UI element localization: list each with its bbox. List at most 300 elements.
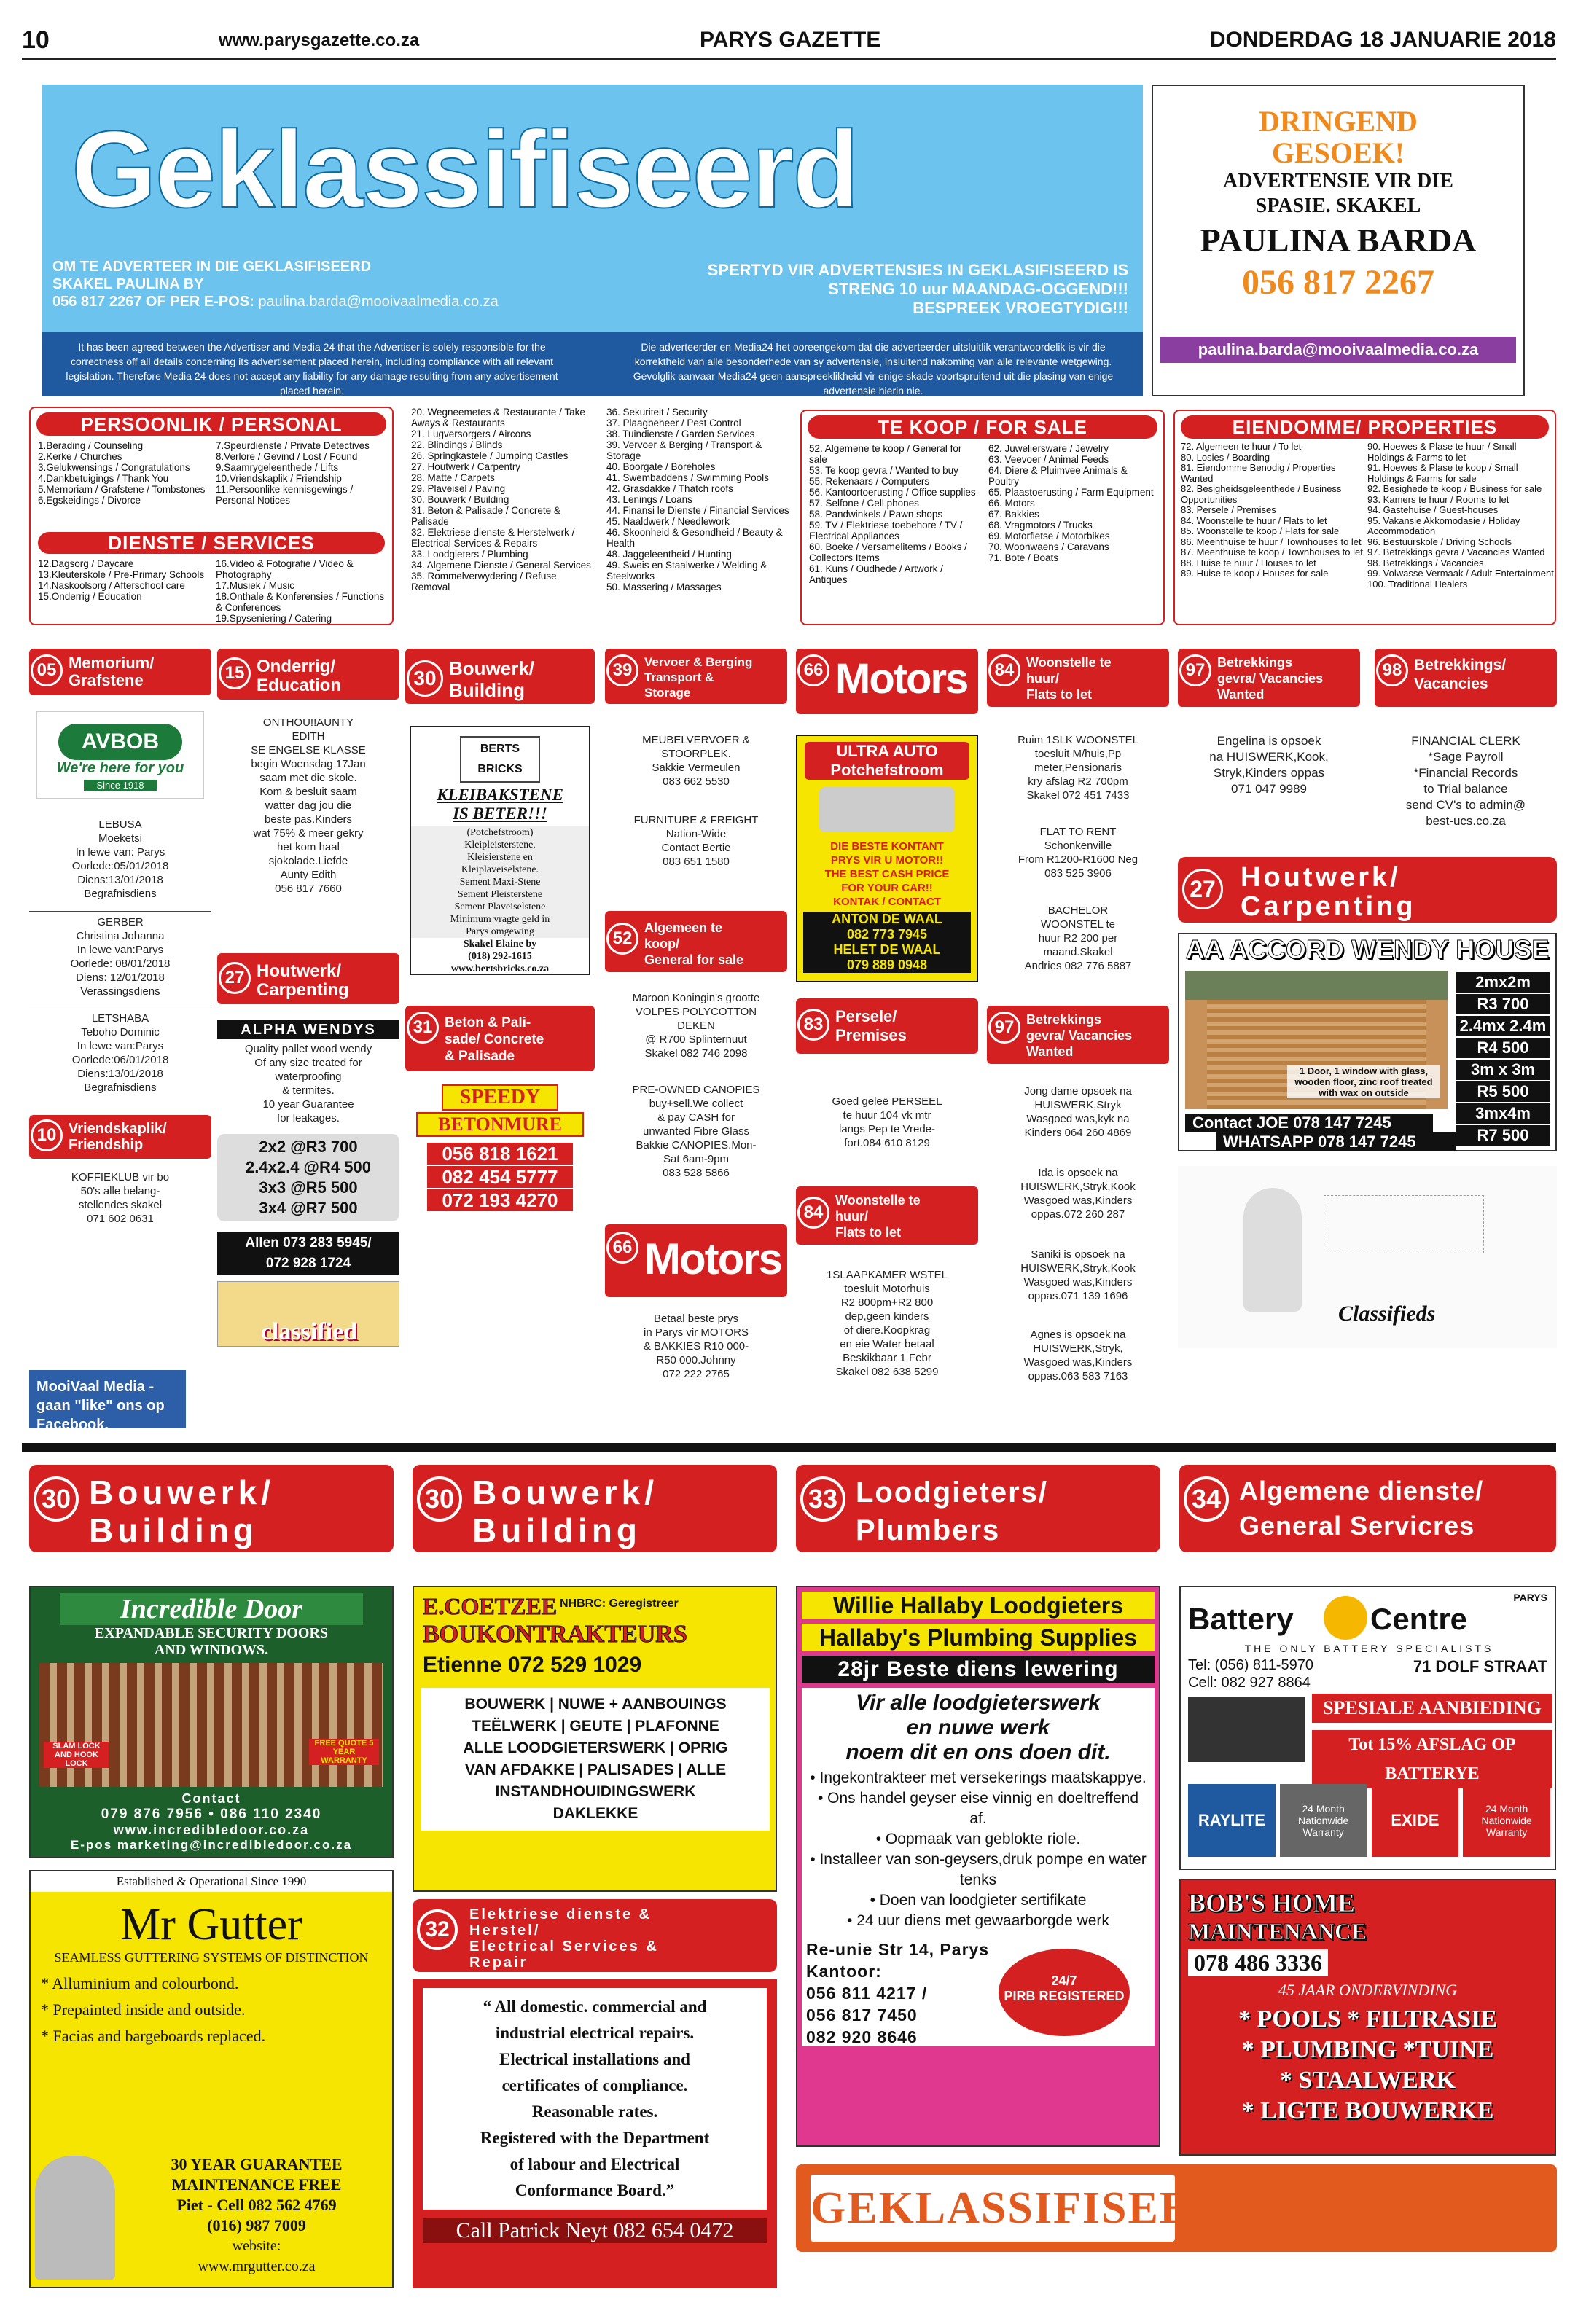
ad-line: & termites. [282, 1084, 335, 1097]
notice-line: Begrafnisdiens [84, 1081, 157, 1094]
index-entry: 40. Boorgate / Boreholes [606, 461, 716, 472]
battery-tel[interactable]: Tel: (056) 811-5970 [1188, 1657, 1313, 1673]
column-motors [796, 649, 978, 1436]
ad-line: to Trial balance [1423, 782, 1508, 796]
sec-title-en: Building [449, 679, 525, 701]
willie-bullet: • Doen van loodgieter sertifikate [870, 1892, 1087, 1909]
index-entry: 70. Woonwaens / Caravans [988, 541, 1109, 552]
index-entry: 36. Sekuriteit / Security [606, 407, 708, 418]
disclaimer-bar [42, 332, 1143, 396]
sec-title-l3: Storage [644, 686, 691, 700]
sec-title-en: Building [472, 1511, 641, 1549]
ad-line: begin Woensdag 17Jan [251, 758, 366, 770]
sec-title-l1: Woonstelle te [835, 1193, 921, 1208]
index-entry: 57. Selfone / Cell phones [809, 498, 919, 509]
notice-line: LETSHABA [91, 1012, 149, 1025]
ad-line: (Potchefstroom) [466, 827, 534, 838]
ultra-title2: Potchefstroom [830, 761, 944, 779]
sec-title-l3: Flats to let [835, 1225, 902, 1240]
site-url[interactable]: www.parysgazette.co.za [219, 31, 420, 50]
ad-line: SE ENGELSE KLASSE [251, 744, 366, 756]
sec-friendship-header [29, 1115, 211, 1159]
berts-bricks-ad [410, 726, 590, 975]
battery-parys: PARYS [1513, 1592, 1547, 1603]
helet-phone[interactable]: 079 889 0948 [846, 958, 928, 972]
wendy-note: 1 Door, 1 window with glass, wooden floor, zinc roof treated with wax on outside [1287, 1065, 1440, 1098]
door-title: Incredible Door [60, 1593, 363, 1625]
battery-sub: THE ONLY BATTERY SPECIALISTS [1244, 1643, 1494, 1654]
gutter-guarantee: 30 YEAR GUARANTEE [171, 2155, 343, 2173]
index-entry: 31. Beton & Palisade / Concrete & Palisade [411, 505, 560, 527]
index-entry: 33. Loodgieters / Plumbing [411, 549, 528, 560]
willie-hallaby-ad [796, 1586, 1160, 2147]
speedy-phone[interactable]: 072 193 4270 [427, 1189, 573, 1211]
flat-ad-2 [987, 825, 1169, 880]
battery-cell[interactable]: Cell: 082 927 8864 [1188, 1675, 1311, 1691]
sec-number: 97 [1179, 654, 1211, 686]
ad-line: Wasgoed was,Kinders [1023, 1356, 1133, 1369]
raylite-warranty: 24 Month Nationwide Warranty [1280, 1784, 1367, 1857]
column-vacancies [1178, 649, 1557, 1436]
sec-title-l3: Electrical Services & [469, 1938, 659, 1955]
urgent-ad-box [1152, 85, 1525, 396]
willie-phone3[interactable]: 082 920 8646 [806, 2027, 918, 2046]
column-building [405, 649, 595, 1436]
willie-phone2[interactable]: 056 817 7450 [806, 2006, 918, 2024]
gutter-bullets [41, 1971, 382, 2049]
index-entry: 1.Berading / Counseling [38, 440, 144, 451]
sec-concrete-header [405, 1006, 595, 1071]
sec-title-en: Carpenting [1241, 891, 1416, 922]
ad-line: Kom & besluit saam [259, 786, 357, 798]
ad-line: oppas.063 583 7163 [1028, 1370, 1128, 1382]
column-flats [987, 649, 1169, 1436]
index-entry: 98. Betrekkings / Vacancies [1367, 557, 1484, 568]
banner-right-line1: SPERTYD VIR ADVERTENSIES IN GEKLASIFISEERD IS [707, 261, 1128, 279]
ad-line: Quality pallet wood wendy [244, 1043, 372, 1055]
ad-line: THE BEST CASH PRICE [824, 868, 950, 880]
berts-headline1: KLEIBAKSTENE [437, 786, 563, 804]
ad-line: Ida is opsoek na [1038, 1167, 1118, 1179]
willie-tag1: Vir alle loodgieterswerk [856, 1691, 1101, 1715]
ad-line: in Parys vir MOTORS [644, 1326, 749, 1339]
index-entry: 71. Bote / Boats [988, 552, 1059, 563]
index-entry: 11.Persoonlike kennisgewings / Personal Notices [216, 484, 354, 506]
price-line: 3x4 @R7 500 [259, 1199, 358, 1217]
door-photo [39, 1663, 383, 1787]
financial-clerk-ad [1375, 733, 1557, 829]
gutter-bullet: * Prepainted inside and outside. [41, 2000, 246, 2019]
ad-line: DEKEN [677, 1020, 715, 1032]
ad-line: Wasgoed was,Kinders [1023, 1276, 1133, 1288]
ad-line: het kom haal [277, 841, 340, 853]
avbob-logo [36, 711, 204, 799]
page-date: DONDERDAG 18 JANUARIE 2018 [1209, 28, 1556, 52]
index-entry: 56. Kantoortoerusting / Office supplies [809, 487, 976, 498]
sec-title-af: Houtwerk/ [257, 961, 342, 981]
electrical-call[interactable]: Call Patrick Neyt 082 654 0472 [423, 2218, 767, 2243]
wendy-price: R5 500 [1456, 1081, 1550, 1102]
notice-line: In lewe van:Parys [77, 1040, 164, 1052]
ad-line: Engelina is opsoek [1216, 734, 1321, 748]
index-entry: 63. Veevoer / Animal Feeds [988, 454, 1109, 465]
index-entry: 60. Boeke / Versamelitems / Books / Collectors Items [809, 541, 967, 563]
sec-title-af: Bouwerk/ [472, 1474, 659, 1511]
willie-tag3: noem dit en ons doen dit. [845, 1740, 1111, 1764]
death-notice-3 [29, 1012, 211, 1095]
ad-line: oppas.072 260 287 [1031, 1208, 1125, 1221]
sec-title-en: Education [257, 676, 342, 695]
gutter-est: Established & Operational Since 1990 [31, 1871, 392, 1892]
ad-line: stellendes skakel [78, 1199, 163, 1211]
sec-title-l2: gevra/ Vacancies [1217, 671, 1324, 686]
index-entry: 58. Pandwinkels / Pawn shops [809, 509, 943, 520]
notice-line: Christina Johanna [76, 930, 165, 942]
ad-line: Contact Bertie [661, 842, 731, 854]
electrical-line: Registered with the Department [480, 2129, 710, 2147]
gutter-maintenance: MAINTENANCE FREE [171, 2175, 342, 2194]
wendy-price: R4 500 [1456, 1038, 1550, 1058]
aa-accord-prices [1452, 971, 1554, 1147]
notice-line: GERBER [97, 916, 144, 928]
alpha-wendys-contact [217, 1232, 399, 1275]
electrical-text [423, 1988, 767, 2210]
ad-line: PRE-OWNED CANOPIES [632, 1084, 760, 1096]
ad-line: unwanted Fibre Glass [643, 1125, 749, 1138]
banner-email[interactable]: paulina.barda@mooivaalmedia.co.za [258, 294, 499, 310]
sec-number: 33 [800, 1476, 845, 1522]
door-slam-lock: SLAM LOCK AND HOOK LOCK [44, 1742, 109, 1768]
sec-title-af: Houtwerk/ [1241, 862, 1401, 893]
classified-index [29, 407, 1556, 625]
door-email[interactable]: E-pos marketing@incredibledoor.co.za [70, 1838, 353, 1852]
gutter-website[interactable]: www.mrgutter.co.za [198, 2258, 316, 2274]
ad-line: & pay CASH for [657, 1111, 735, 1124]
bob-experience: 45 JAAR ONDERVINDING [1278, 1981, 1458, 1999]
bob-phone[interactable]: 078 486 3336 [1188, 1949, 1328, 1976]
sec-number: 31 [407, 1012, 439, 1044]
wendy-price: 2mx2m [1456, 972, 1550, 993]
sec-title-l1: Algemeen te [644, 920, 723, 935]
index-property-b [1367, 442, 1554, 590]
index-entry: 92. Besighede te koop / Business for sale [1367, 483, 1542, 494]
ad-line: HUISWERK,Stryk,Kook [1020, 1262, 1136, 1275]
urgent-phone[interactable]: 056 817 2267 [1242, 263, 1434, 302]
ad-line: VOLPES POLYCOTTON [635, 1006, 757, 1018]
coetzee-phone[interactable]: Etienne 072 529 1029 [423, 1653, 642, 1677]
gutter-cell[interactable]: Piet - Cell 082 562 4769 [176, 2196, 337, 2214]
sec-number: 30 [417, 1476, 462, 1522]
ad-line: langs Pep te Vrede- [838, 1123, 936, 1135]
notice-line: Begrafnisdiens [84, 888, 157, 900]
index-personal-b [216, 440, 391, 506]
flat-ad-1 [987, 733, 1169, 802]
index-entry: 66. Motors [988, 498, 1035, 509]
battery-title2: Centre [1370, 1602, 1468, 1636]
ad-line: Kleiplaveiselstene. [461, 864, 539, 875]
index-entry: 15.Onderrig / Education [38, 591, 142, 602]
berts-contact [411, 938, 589, 975]
ad-line: toesluit M/huis,Pp [1034, 748, 1122, 760]
ad-line: of diere.Koopkrag [843, 1324, 931, 1337]
speedy-phones [427, 1143, 573, 1211]
sec-number: 84 [797, 1197, 829, 1229]
sec-premises-header [796, 998, 978, 1054]
door-phones[interactable]: 079 876 7956 • 086 110 2340 [101, 1807, 322, 1822]
index-property-title: EIENDOMME/ PROPERTIES [1181, 415, 1549, 439]
ad-line: Goed geleë PERSEEL [832, 1095, 942, 1108]
sec-title-l3: General for sale [644, 952, 744, 967]
sec-carpenting-header [1178, 857, 1557, 923]
ad-line: (018) 292-1615 [468, 951, 532, 962]
sec-title-en: General Servicres [1239, 1511, 1475, 1541]
ad-line: oppas.071 139 1696 [1028, 1290, 1128, 1302]
column-education [217, 649, 399, 1436]
wendy-price: R7 500 [1456, 1125, 1550, 1146]
job-wanted-3 [987, 1248, 1169, 1303]
index-col4 [606, 407, 793, 592]
index-sale-title: TE KOOP / FOR SALE [808, 415, 1157, 439]
ad-line: 071 047 9989 [1231, 782, 1307, 796]
sec-title-l4: Repair [469, 1955, 528, 1971]
ad-line: Beskikbaar 1 Febr [843, 1352, 931, 1364]
sec-title-af: Memorium/ [69, 654, 155, 672]
ad-line: Sat 6am-9pm [663, 1153, 730, 1165]
index-entry: 95. Vakansie Akkomodasie / Holiday Accommodation [1367, 515, 1520, 536]
furniture-removal-ad [605, 733, 787, 789]
ad-line: WOONSTEL te [1041, 918, 1115, 931]
ad-line: Skakel Elaine by [463, 939, 537, 950]
index-entry: 86. Meenthuise te huur / Townhouses to let [1181, 536, 1362, 547]
ad-line: Agnes is opsoek na [1030, 1329, 1126, 1341]
sec-title-l3: Wanted [1026, 1044, 1074, 1059]
speedy-phone[interactable]: 056 818 1621 [427, 1143, 573, 1165]
gutter-tel[interactable]: (016) 987 7009 [207, 2216, 306, 2234]
sec-number: 05 [31, 654, 63, 686]
flat-ad-3 [987, 904, 1169, 973]
sec-title-l2: huur/ [1026, 671, 1059, 686]
sun-icon [1324, 1596, 1367, 1640]
bob-service: * POOLS * FILTRASIE [1238, 2006, 1497, 2032]
ad-line: *Sage Payroll [1428, 750, 1504, 764]
sec-number: 30 [34, 1476, 79, 1522]
ad-line: ONTHOU!!AUNTY [262, 716, 354, 729]
willie-phone1[interactable]: 056 811 4217 / [806, 1984, 928, 2003]
electrical-line: of labour and Electrical [509, 2155, 680, 2173]
willie-bullet: • Installeer van son-geysers,druk pompe en water tenks [810, 1851, 1147, 1888]
coetzee-ad [413, 1586, 777, 1892]
ad-line: Minimum vragte geld in [450, 914, 550, 925]
notice-line: LEBUSA [98, 818, 142, 831]
ad-line: best-ucs.co.za [1426, 814, 1506, 828]
ad-line: 072 222 2765 [663, 1368, 730, 1380]
ad-line: Skakel 072 451 7433 [1026, 789, 1130, 802]
index-entry: 65. Plaastoerusting / Farm Equipment [988, 487, 1154, 498]
battery-special: SPESIALE AANBIEDING [1312, 1694, 1552, 1723]
index-entry: 20. Wegneemetes & Restaurante / Take Aways & Restaurants [411, 407, 585, 429]
bobs-maintenance-ad [1179, 1879, 1556, 2156]
index-entry: 6.Egskeidings / Divorce [38, 495, 141, 506]
ad-line: Kleisierstene en [467, 852, 533, 863]
sec-title-l1: Betrekkings [1217, 655, 1293, 670]
paper-icon [1324, 1195, 1484, 1253]
index-entry: 44. Finansi le Dienste / Financial Services [606, 505, 789, 516]
notice-line: Teboho Dominic [81, 1026, 160, 1038]
ad-line: te huur 104 vk mtr [843, 1109, 931, 1122]
classified-graphic [217, 1281, 399, 1347]
index-entry: 8.Verlore / Gevind / Lost / Found [216, 451, 358, 462]
ad-line: send CV's to admin@ [1405, 798, 1526, 812]
wendy-price: 2.4mx 2.4m [1456, 1016, 1550, 1036]
ad-line: Stryk,Kinders oppas [1213, 766, 1325, 780]
ad-line: 083 525 3906 [1044, 867, 1112, 880]
coetzee-title: BOUKONTRAKTEURS [423, 1621, 687, 1648]
ad-line: KONTAK / CONTACT [833, 896, 941, 908]
index-personal-title: PERSOONLIK / PERSONAL [36, 412, 386, 436]
sec-motors-header [605, 1224, 787, 1297]
door-sub1: EXPANDABLE SECURITY DOORS [94, 1625, 329, 1641]
banner-left-line2: SKAKEL PAULINA BY [52, 276, 204, 292]
index-entry: 49. Sweis en Staalwerke / Welding & Steelworks [606, 560, 767, 582]
index-entry: 53. Te koop gevra / Wanted to buy [809, 465, 958, 476]
sec-number: 84 [988, 654, 1020, 686]
ad-line: Sement Plaveiselstene [454, 901, 546, 912]
ad-line: & BAKKIES R10 000- [643, 1340, 749, 1353]
disclaimer-af: Die adverteerder en Media24 het ooreengekom dat die adverteerder uitsluitlik verantwoordelik is vir die korrektheid van alle besonderhede van sy advertensie, insluitend nakoming van alle relevante wetgewing. Gevolglik aanvaar Media24 geen aanspreeklikheid vir enige skade voortspruitend uit die plasing van enige advertensie hierin nie. [633, 341, 1114, 396]
sec-title-en: Building [89, 1511, 258, 1549]
ad-line: saam met die skole. [259, 772, 357, 784]
ad-line: Of any size treated for [254, 1057, 362, 1069]
ad-line: Ruim 1SLK WOONSTEL [1018, 734, 1138, 746]
gutter-mascot [35, 2156, 115, 2280]
ad-line: toesluit Motorhuis [844, 1283, 930, 1295]
index-entry: 48. Jaggeleentheid / Hunting [606, 549, 732, 560]
index-sale [800, 410, 1165, 625]
anton-phone[interactable]: 082 773 7945 [846, 927, 928, 942]
price-line: 2x2 @R3 700 [259, 1138, 358, 1156]
electrical-line: Reasonable rates. [531, 2102, 658, 2121]
door-website[interactable]: www.incredibledoor.co.za [113, 1823, 310, 1837]
sec-electrical-header [413, 1899, 777, 1972]
electrical-line: Conformance Board.” [515, 2181, 675, 2199]
seal-pirb: PIRB REGISTERED [1004, 1989, 1125, 2003]
aa-contact[interactable]: Contact JOE 078 147 7245 [1185, 1114, 1433, 1132]
index-services-b [216, 558, 391, 624]
ad-line: BACHELOR [1047, 904, 1109, 917]
willie-bullet: • Ingekontrakteer met versekerings maatskappye. [810, 1769, 1147, 1786]
index-sale-a [809, 443, 981, 585]
berts-products [411, 826, 589, 938]
sec-number: 32 [417, 1909, 458, 1950]
page-number: 10 [22, 26, 50, 54]
sec-title-en: Grafstene [69, 671, 144, 689]
aa-accord-ad [1178, 933, 1557, 1151]
speedy-phone[interactable]: 082 454 5777 [427, 1166, 573, 1188]
ad-line: FLAT TO RENT [1039, 826, 1117, 838]
sec-building-header [405, 649, 595, 704]
figure-icon [1243, 1188, 1302, 1312]
motors-buy-ad [605, 1312, 787, 1381]
sec-building-header-b [413, 1465, 777, 1552]
page-header [22, 22, 1556, 60]
banner-right [708, 261, 1128, 318]
ad-line: R2 800pm+R2 800 [840, 1296, 934, 1309]
willie-bullets [802, 1765, 1155, 1934]
door-free-quote: FREE QUOTE 5 YEAR WARRANTY [309, 1739, 379, 1765]
willie-service-years: 28jr Beste diens lewering [802, 1656, 1155, 1683]
disclaimer-en: It has been agreed between the Advertiser and Media 24 that the Advertiser is solely responsible for the correctness off all details concerning its advertisement placed herein, including compliance with all relevant legislation. Therefore Media 24 does not accept any liability for any damage resulting from any advertisement placed herein. [66, 341, 558, 396]
index-entry: 27. Houtwerk / Carpentry [411, 461, 521, 472]
koffieklub-ad [29, 1170, 211, 1226]
aa-accord-title: AA ACCORD WENDY HOUSE [1185, 934, 1550, 964]
index-entry: 62. Juweliersware / Jewelry [988, 443, 1109, 454]
electrical-line: industrial electrical repairs. [495, 2024, 695, 2042]
sec-number: 83 [797, 1009, 829, 1041]
index-entry: 52. Algemene te koop / General for sale [809, 443, 962, 465]
ad-line: Kinders 064 260 4869 [1024, 1127, 1132, 1139]
ad-line: 10 year Guarantee [262, 1098, 354, 1111]
sec-title-af: Betrekkings/ [1414, 657, 1507, 673]
duvet-ad [605, 991, 787, 1060]
index-entry: 96. Bestuurskole / Driving Schools [1367, 536, 1512, 547]
index-entry: 46. Skoonheid & Gesondheid / Beauty & Health [606, 527, 783, 549]
willie-office-label: Kantoor: [806, 1962, 882, 1981]
index-entry: 5.Memoriam / Grafstene / Tombstones [38, 484, 206, 495]
ad-line: *Financial Records [1413, 766, 1518, 780]
raylite-logo: RAYLITE [1188, 1784, 1276, 1857]
column-memorium [29, 649, 211, 1436]
ad-line: HUISWERK,Stryk [1034, 1099, 1122, 1111]
sec-title-l3: Flats to let [1026, 687, 1093, 702]
index-entry: 26. Springkastele / Jumping Castles [411, 450, 569, 461]
ad-line: @ R700 Splinternuut [645, 1033, 747, 1046]
bob-service: * PLUMBING *TUINE [1241, 2036, 1494, 2063]
ad-line: Wasgoed was,kyk na [1026, 1113, 1130, 1125]
exide-logo: EXIDE [1372, 1784, 1459, 1857]
willie-bullet: • Oopmaak van geblokte riole. [875, 1831, 1081, 1847]
aa-whatsapp[interactable]: WHATSAPP 078 147 7245 [1216, 1132, 1456, 1151]
ad-line: buy+sell.We collect [649, 1098, 743, 1110]
ad-line: Betaal beste prys [654, 1312, 738, 1325]
ad-line: for leakages. [277, 1112, 340, 1124]
alpha-wendys-title: ALPHA WENDYS [217, 1020, 399, 1039]
ad-line: Aunty Edith [280, 869, 337, 881]
willie-bullet: • 24 uur diens met gewaarborgde werk [847, 1912, 1109, 1929]
ad-line: Kleipleisterstene, [464, 840, 536, 850]
ad-line: watter dag jou die [265, 799, 352, 812]
sec-title-l2: huur/ [835, 1209, 868, 1224]
ad-line: Nation-Wide [665, 828, 727, 840]
mr-gutter-ad [29, 1870, 394, 2288]
index-entry: 4.Dankbetuigings / Thank You [38, 473, 169, 484]
ad-line: 071 602 0631 [87, 1213, 154, 1225]
index-col3 [411, 407, 598, 592]
job-wanted-engelina [1178, 733, 1360, 797]
ad-line: Maroon Koningin's grootte [632, 992, 760, 1004]
index-entry: 17.Musiek / Music [216, 580, 295, 591]
urgent-email[interactable]: paulina.barda@mooivaalmedia.co.za [1160, 337, 1516, 363]
classifieds-banner [42, 85, 1143, 396]
sec-vacancies-header [1375, 649, 1557, 707]
ad-line: wat 75% & meer gekry [253, 827, 364, 840]
sec-title-en: Plumbers [856, 1514, 1001, 1546]
index-entry: 68. Vragmotors / Trucks [988, 520, 1093, 531]
facebook-ad[interactable]: MooiVaal Media - gaan "like" ons op Facebook. [29, 1370, 186, 1428]
door-contact-label: Contact [181, 1791, 241, 1806]
index-entry: 88. Huise te huur / Houses to let [1181, 557, 1316, 568]
death-notice-2 [29, 915, 211, 998]
sec-number: 27 [1182, 869, 1223, 909]
